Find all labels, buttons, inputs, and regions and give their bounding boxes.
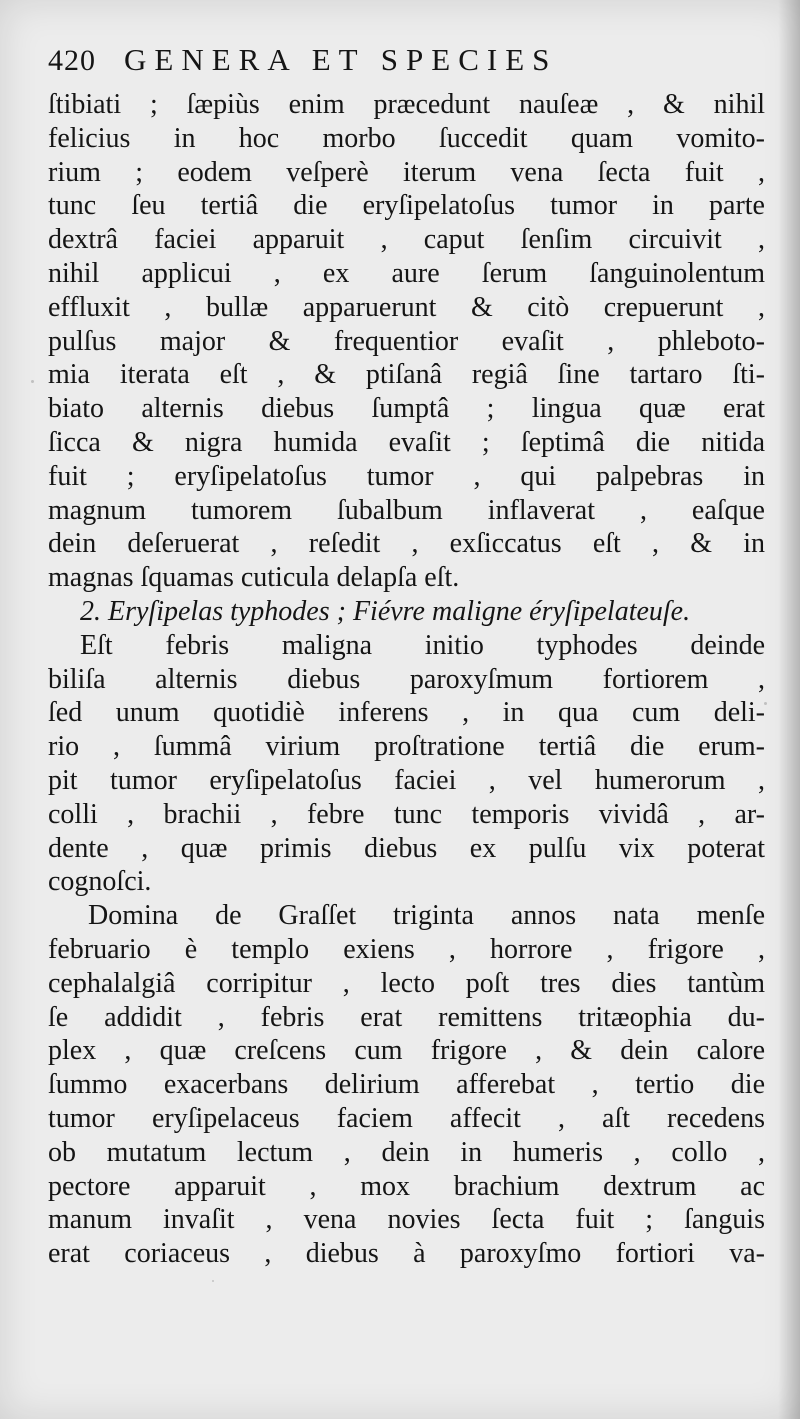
text-line: felicius in hoc morbo ſuccedit quam vomito- bbox=[48, 122, 765, 154]
text-line: biliſa alternis diebus paroxyſmum fortiorem , bbox=[48, 663, 765, 695]
section-title: 2. Eryſipelas typhodes ; Fiévre maligne éryſipelateuſe. bbox=[80, 595, 691, 627]
body-text bbox=[48, 88, 765, 1271]
page-number: 420 bbox=[48, 44, 96, 77]
text-line: manum invaſit , vena novies ſecta fuit ; ſanguis bbox=[48, 1204, 765, 1236]
text-line: dente , quæ primis diebus ex pulſu vix poterat bbox=[48, 832, 765, 864]
print-speck bbox=[212, 1280, 214, 1282]
text-line: tumor eryſipelaceus faciem affecit , aſt recedens bbox=[48, 1102, 765, 1134]
text-line: pectore apparuit , mox brachium dextrum ac bbox=[48, 1170, 765, 1202]
text-line: colli , brachii , febre tunc temporis vividâ , ar- bbox=[48, 798, 765, 830]
text-line: plex , quæ creſcens cum frigore , & dein calore bbox=[48, 1035, 765, 1067]
text-line: magnas ſquamas cuticula delapſa eſt. bbox=[48, 562, 460, 594]
text-line: tunc ſeu tertiâ die eryſipelatoſus tumor in parte bbox=[48, 190, 765, 222]
text-line: rio , ſummâ virium proſtratione tertiâ die erum- bbox=[48, 731, 765, 763]
text-line: fuit ; eryſipelatoſus tumor , qui palpebras in bbox=[48, 460, 765, 492]
text-line: mia iterata eſt , & ptiſanâ regiâ ſine tartaro ſti- bbox=[48, 359, 765, 391]
text-line: dein deſeruerat , reſedit , exſiccatus eſt , & in bbox=[48, 528, 765, 560]
text-line: cognoſci. bbox=[48, 866, 152, 898]
text-line: ſed unum quotidiè inferens , in qua cum deli- bbox=[48, 697, 765, 729]
running-head-title: GENERA ET SPECIES bbox=[124, 42, 558, 77]
text-line: ſummo exacerbans delirium afferebat , tertio die bbox=[48, 1069, 765, 1101]
text-line: dextrâ faciei apparuit , caput ſenſim circuivit , bbox=[48, 224, 765, 256]
text-line: nihil applicui , ex aure ſerum ſanguinolentum bbox=[48, 257, 765, 289]
text-line: rium ; eodem veſperè iterum vena ſecta fuit , bbox=[48, 156, 765, 188]
print-speck bbox=[31, 380, 34, 383]
text-line: ſtibiati ; ſæpiùs enim præcedunt nauſeæ , & nihil bbox=[48, 89, 765, 120]
text-line: ob mutatum lectum , dein in humeris , collo , bbox=[48, 1136, 765, 1168]
text-line: ſe addidit , febris erat remittens tritæophia du- bbox=[48, 1001, 765, 1033]
text-line: Domina de Graſſet triginta annos nata menſe bbox=[88, 900, 765, 932]
text-line: effluxit , bullæ apparuerunt & citò crepuerunt , bbox=[48, 291, 765, 323]
text-line: pulſus major & frequentior evaſit , phleboto- bbox=[48, 325, 765, 357]
text-line: ſicca & nigra humida evaſit ; ſeptimâ die nitida bbox=[48, 426, 765, 458]
page-gutter-shadow bbox=[778, 0, 800, 1419]
text-line: pit tumor eryſipelatoſus faciei , vel humerorum , bbox=[48, 764, 765, 796]
print-speck bbox=[759, 1018, 761, 1020]
text-line: Eſt febris maligna initio typhodes deinde bbox=[80, 629, 765, 661]
text-line: biato alternis diebus ſumptâ ; lingua quæ erat bbox=[48, 393, 765, 425]
page-header bbox=[48, 42, 768, 84]
text-line: februario è templo exiens , horrore , frigore , bbox=[48, 933, 765, 965]
text-line: cephalalgiâ corripitur , lecto poſt tres dies tantùm bbox=[48, 967, 765, 999]
text-line: erat coriaceus , diebus à paroxyſmo fortiori va- bbox=[48, 1238, 765, 1270]
text-line: magnum tumorem ſubalbum inflaverat , eaſque bbox=[48, 494, 765, 526]
print-speck bbox=[764, 702, 767, 705]
